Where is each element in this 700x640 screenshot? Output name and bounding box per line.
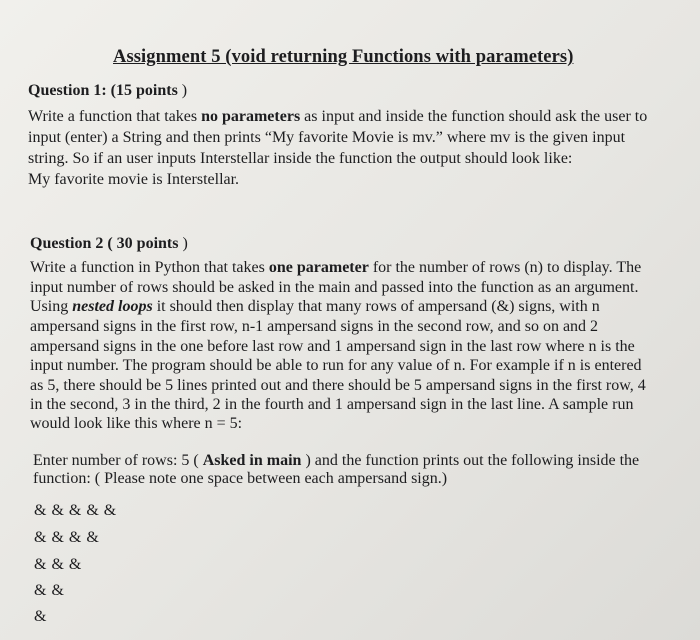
output-row-5: & bbox=[34, 608, 47, 625]
page-title: Assignment 5 (void returning Functions with parameters) bbox=[113, 47, 574, 67]
question-1-heading bbox=[28, 82, 187, 100]
question-2-line-2: input number of rows should be asked in the main and passed into the function as an argument. bbox=[30, 279, 639, 296]
output-row-3: & & & bbox=[34, 556, 82, 573]
q2-text: Write a function in Python that takes bbox=[30, 259, 269, 276]
question-2-line-1 bbox=[30, 260, 641, 276]
question-2-heading-paren: ) bbox=[178, 235, 188, 252]
output-row-2: & & & & bbox=[34, 529, 100, 546]
q2-text: Using bbox=[30, 298, 73, 315]
question-2-line-4: ampersand signs in the first row, n-1 ampersand signs in the second row, and so on and 2 bbox=[30, 318, 599, 335]
question-1-heading-paren: ) bbox=[177, 82, 188, 99]
question-1-line-1 bbox=[28, 109, 647, 125]
sample-text: ) and the function prints out the following inside the bbox=[301, 452, 640, 469]
question-2-line-5: ampersand signs in the one before last row and 1 ampersand sign in the last row where n is the bbox=[30, 338, 635, 355]
question-2-line-9: would look like this where n = 5: bbox=[30, 415, 243, 432]
sample-emphasis: Asked in main bbox=[202, 452, 302, 469]
sample-text: Enter number of rows: 5 ( bbox=[33, 452, 203, 469]
question-2-line-6: input number. The program should be able to run for any value of n. For example if n is entered bbox=[30, 357, 642, 374]
question-1-line-3: string. So if an user inputs Interstellar inside the function the output should look like: bbox=[28, 150, 573, 167]
q2-emphasis: one parameter bbox=[268, 259, 369, 276]
q2-text: for the number of rows (n) to display. The bbox=[368, 259, 642, 276]
question-1-line-4: My favorite movie is Interstellar. bbox=[28, 171, 240, 188]
question-1-heading-text: Question 1: (15 points bbox=[28, 82, 178, 99]
question-2-line-3 bbox=[30, 299, 600, 315]
output-row-1: & & & & & bbox=[34, 502, 117, 519]
q1-text: Write a function that takes bbox=[28, 108, 202, 125]
q1-emphasis: no parameters bbox=[201, 108, 301, 125]
question-2-line-7: as 5, there should be 5 lines printed out and there should be 5 ampersand signs in the first row, 4 bbox=[30, 377, 646, 394]
q2-text: it should then display that many rows of ampersand (&) signs, with n bbox=[152, 298, 600, 315]
sample-run-line-2: function: ( Please note one space between each ampersand sign.) bbox=[33, 470, 448, 487]
q1-text: as input and inside the function should ask the user to bbox=[300, 108, 648, 125]
output-row-4: & & bbox=[34, 582, 65, 599]
question-2-heading bbox=[30, 235, 188, 253]
question-1-line-2: input (enter) a String and then prints “My favorite Movie is mv.” where mv is the given input bbox=[28, 129, 626, 146]
question-2-line-8: in the second, 3 in the third, 2 in the fourth and 1 ampersand sign in the last line. A sample run bbox=[30, 396, 634, 413]
q2-emphasis-italic: nested loops bbox=[72, 298, 153, 315]
sample-run-line-1 bbox=[33, 453, 639, 469]
question-2-heading-text: Question 2 ( 30 points bbox=[30, 235, 179, 252]
